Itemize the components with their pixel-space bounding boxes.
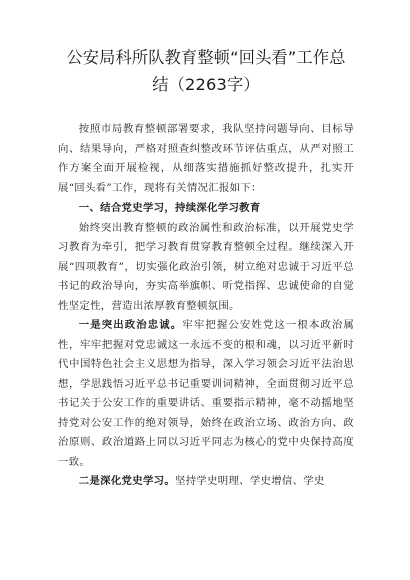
intro-paragraph: 按照市局教育整顿部署要求，我队坚持问题导向、目标导向、结果导向，严格对照查纠整改环节评估重点，从严对照工作方案全面开展检视，从细落实措施抓好整改提升，扎实开展“回头看”工作，现将有关情况汇报如下： bbox=[58, 123, 354, 194]
point-1-paragraph bbox=[58, 316, 354, 472]
document-body bbox=[58, 120, 354, 492]
section-1-heading: 一、结合党史学习，持续深化学习教育 bbox=[78, 202, 261, 214]
document-title-line-1: 公安局科所队教育整顿“回头看”工作总 bbox=[66, 48, 346, 67]
section-1-paragraph: 始终突出教育整顿的政治属性和政治标准，以开展党史学习教育为牵引，把学习教育贯穿教育整顿全过程。继续深入开展“四项教育”，切实强化政治引领，树立绝对忠诚于习近平总书记的政治导向，夯实高举旗帜、听党指挥、忠诚使命的自觉性坚定性，营造出浓厚教育整顿氛围。 bbox=[58, 221, 354, 312]
document-title-line-2: 结（2263字） bbox=[152, 75, 260, 94]
point-1-lead: 一是突出政治忠诚。 bbox=[78, 319, 183, 331]
point-2-paragraph bbox=[58, 472, 354, 492]
document-title bbox=[58, 44, 354, 98]
point-1-text: 牢牢把握公安姓党这一根本政治属性，牢牢把握对党忠诚这一永远不变的根和魂，以习近平新时代中国特色社会主义思想为指导，深入学习领会习近平法治思想，学思践悟习近平总书记重要训词精神，全面贯彻习近平总书记关于公安工作的重要讲话、重要指示精神，毫不动摇地坚持党对公安工作的绝对领导，始终在政治立场、政治方向、政治原则、政治道路上同以习近平同志为核心的党中央保持高度一致。 bbox=[58, 319, 355, 468]
point-2-lead: 二是深化党史学习。 bbox=[78, 475, 176, 487]
point-2-text: 坚持学史明理、学史增信、学史 bbox=[175, 475, 325, 487]
